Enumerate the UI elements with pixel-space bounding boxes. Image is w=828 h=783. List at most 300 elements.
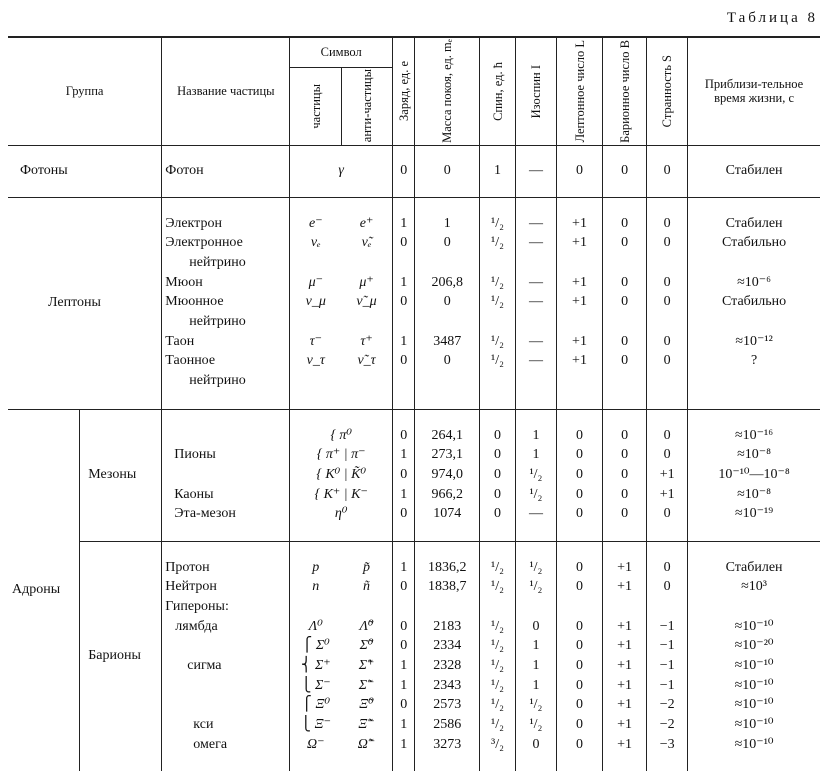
baryon-charge: 0 xyxy=(400,618,408,634)
lepton-strangeness-value: 0 xyxy=(663,215,671,231)
lepton-particle: e⁻ xyxy=(308,215,323,231)
baryon-strangeness-value: −1 xyxy=(659,677,675,693)
baryon-name: лямбда xyxy=(175,618,218,634)
baryon-isospin: ¹/₂ xyxy=(529,579,543,595)
lepton-name: Электрон xyxy=(165,215,222,231)
baryon-lifetime: ≈10⁻²⁰ xyxy=(734,638,774,654)
meson-lepton-number: 0 xyxy=(576,486,583,502)
meson-spin: 0 xyxy=(494,447,501,463)
meson-spin: 0 xyxy=(494,506,501,522)
lepton-isospin: — xyxy=(528,294,543,310)
meson-mass: 273,1 xyxy=(431,447,464,463)
meson-mass: 974,0 xyxy=(431,466,464,482)
baryon-charge xyxy=(396,597,412,617)
baryon-antiparticle: Ξ̃⁻ xyxy=(358,717,375,732)
meson-strangeness-value: +1 xyxy=(659,466,675,482)
lepton-mass xyxy=(418,312,476,332)
lepton-spin: ¹/₂ xyxy=(491,294,504,310)
baryon-strangeness-value: −3 xyxy=(659,736,675,752)
meson-isospin: — xyxy=(528,506,543,522)
baryon-name: сигма xyxy=(187,657,222,673)
baryon-charge: 1 xyxy=(400,677,408,693)
meson-lifetime: ≈10⁻¹⁹ xyxy=(734,506,774,522)
meson-symbols xyxy=(290,409,393,541)
header-lepton: Лептонное число L xyxy=(572,40,587,143)
baryon-isospin: 1 xyxy=(532,657,540,673)
meson-lifetimes xyxy=(688,409,820,541)
group-leptons: Лептоны xyxy=(8,197,162,409)
baryon-baryon-number: +1 xyxy=(617,559,633,575)
meson-lifetime: ≈10⁻⁸ xyxy=(737,447,772,463)
meson-isospin: 1 xyxy=(532,447,540,463)
baryon-charge: 0 xyxy=(400,638,408,654)
lepton-lifetime: ≈10⁻⁶ xyxy=(737,274,772,290)
baryon-lifetime: ≈10⁻¹⁰ xyxy=(734,697,774,713)
lepton-spin xyxy=(483,312,512,332)
group-photons: Фотоны xyxy=(8,145,162,197)
baryon-lepton-numbers xyxy=(556,541,602,771)
lepton-name: Таон xyxy=(165,333,195,349)
meson-name: Эта-мезон xyxy=(174,506,236,522)
lepton-lifetimes xyxy=(688,197,820,409)
meson-charges xyxy=(392,409,415,541)
meson-symbol: { π⁺ | π⁻ xyxy=(316,447,366,463)
lepton-strangeness-value: 0 xyxy=(663,294,671,310)
meson-spin: 0 xyxy=(494,466,501,482)
baryon-strangeness-value: −1 xyxy=(659,657,675,673)
header-mass: Масса покоя, ед. mₑ xyxy=(440,39,455,144)
baryon-baryon-number: +1 xyxy=(617,618,633,634)
lepton-particle xyxy=(293,312,338,332)
lepton-charge xyxy=(396,312,412,332)
group-hadrons: Адроны xyxy=(8,409,80,771)
lepton-baryon-number: 0 xyxy=(621,215,629,231)
baryon-isospins xyxy=(515,541,556,771)
baryon-baryon-number: +1 xyxy=(617,638,633,654)
lepton-spin: ¹/₂ xyxy=(491,333,504,349)
baryon-isospin: 1 xyxy=(532,638,540,654)
baryon-lifetime: ≈10⁻¹⁰ xyxy=(734,618,774,634)
meson-symbol: { K⁰ | K̃⁰ xyxy=(316,466,367,482)
baryon-isospin: 1 xyxy=(532,677,540,693)
baryon-strangeness-value xyxy=(650,597,684,617)
lepton-charge: 1 xyxy=(400,333,408,349)
lepton-lepton-number: +1 xyxy=(572,274,587,290)
meson-charge: 0 xyxy=(400,466,408,482)
header-antiparticles: анти-частицы xyxy=(359,69,374,143)
meson-strangeness-value: 0 xyxy=(663,427,671,443)
baryon-strangeness-value: −1 xyxy=(659,618,675,634)
meson-name xyxy=(174,426,286,446)
baryon-name: Нейтрон xyxy=(165,579,217,595)
baryon-name: кси xyxy=(193,717,214,732)
baryon-antiparticle: Λ̃⁰ xyxy=(359,618,374,634)
baryon-particle: n xyxy=(312,579,320,595)
lepton-lepton-number: +1 xyxy=(572,215,587,231)
lepton-isospin xyxy=(519,253,553,273)
baryon-name: Протон xyxy=(165,559,210,575)
lepton-isospin: — xyxy=(528,215,543,231)
lepton-baryon-number xyxy=(606,253,643,273)
lepton-lifetime: ? xyxy=(750,353,758,369)
lepton-antiparticle xyxy=(344,312,389,332)
lepton-spin: ¹/₂ xyxy=(491,215,504,231)
lepton-isospin: — xyxy=(528,333,543,349)
baryon-charge: 0 xyxy=(400,579,408,595)
baryon-spin: ¹/₂ xyxy=(491,657,504,673)
lepton-particle: μ⁻ xyxy=(308,274,323,290)
lepton-antiparticle: μ⁺ xyxy=(359,274,374,290)
baryon-lifetime: ≈10⁻¹⁰ xyxy=(734,657,774,673)
baryon-particle: ⎩ Ξ⁻ xyxy=(300,717,331,732)
lepton-lifetime: Стабилен xyxy=(725,215,783,231)
meson-symbol: { π⁰ xyxy=(330,427,353,443)
group-baryons: Барионы xyxy=(80,541,162,771)
lepton-isospin: — xyxy=(528,274,543,290)
lepton-name: Мюон xyxy=(165,274,203,290)
lepton-isospin: — xyxy=(528,353,543,369)
meson-strangeness xyxy=(647,409,688,541)
baryon-particle xyxy=(293,597,338,617)
baryon-lepton-number: 0 xyxy=(576,657,583,673)
header-charge: Заряд, ед. e xyxy=(396,61,411,122)
baryon-spins xyxy=(480,541,516,771)
meson-baryon-number: 0 xyxy=(621,447,629,463)
meson-charge: 1 xyxy=(400,447,408,463)
meson-name xyxy=(174,465,286,485)
meson-lepton-number: 0 xyxy=(576,466,583,482)
baryon-charge: 1 xyxy=(400,657,408,673)
baryon-strangeness-value: −2 xyxy=(659,717,675,732)
lepton-charge: 1 xyxy=(400,215,408,231)
baryon-charge: 1 xyxy=(400,717,408,732)
photon-name: Фотон xyxy=(162,145,290,197)
baryon-spin: ¹/₂ xyxy=(491,717,504,732)
lepton-particle: τ⁻ xyxy=(309,333,322,349)
baryon-mass: 2586 xyxy=(433,717,462,732)
lepton-mass xyxy=(418,253,476,273)
lepton-baryon-number xyxy=(606,371,643,391)
baryon-strangeness-value: 0 xyxy=(663,579,671,595)
baryon-lepton-number: 0 xyxy=(576,579,583,595)
baryon-charge: 1 xyxy=(400,559,408,575)
lepton-spin xyxy=(483,253,512,273)
lepton-antiparticle: ν̃_μ xyxy=(356,294,377,310)
meson-charge: 0 xyxy=(400,427,408,443)
lepton-mass: 206,8 xyxy=(431,274,464,290)
baryon-name: Гипероны: xyxy=(165,598,229,614)
meson-name: Пионы xyxy=(174,447,216,463)
lepton-baryon-number: 0 xyxy=(621,353,629,369)
photon-charge: 0 xyxy=(392,145,415,197)
header-symbol: Символ xyxy=(290,37,393,67)
lepton-charge xyxy=(396,253,412,273)
baryon-antiparticle xyxy=(344,597,389,617)
meson-symbol: η⁰ xyxy=(334,506,348,522)
photon-row xyxy=(8,145,820,197)
baryon-spin: ¹/₂ xyxy=(491,638,504,654)
lepton-antiparticle: ν̃_τ xyxy=(357,353,376,369)
group-mesons: Мезоны xyxy=(80,409,162,541)
meson-lepton-number: 0 xyxy=(576,427,583,443)
lepton-lepton-number: +1 xyxy=(572,235,587,251)
baryon-names xyxy=(162,541,290,771)
meson-mass: 1074 xyxy=(433,506,462,522)
header-name: Название частицы xyxy=(162,37,290,145)
baryon-particle: ⎧ Σ⁰ xyxy=(301,638,330,654)
lepton-particle xyxy=(293,371,338,391)
header-particles: частицы xyxy=(308,83,323,129)
meson-baryon-number: 0 xyxy=(621,506,629,522)
lepton-spin: ¹/₂ xyxy=(491,353,504,369)
lepton-charge: 0 xyxy=(400,353,408,369)
baryon-mass: 2328 xyxy=(433,657,462,673)
lepton-strangeness-value: 0 xyxy=(663,274,671,290)
baryon-antiparticles xyxy=(341,541,392,771)
baryon-baryon-number: +1 xyxy=(617,657,633,673)
baryon-isospin: 0 xyxy=(532,618,540,634)
baryon-mass: 2334 xyxy=(433,638,462,654)
lepton-lifetime xyxy=(691,253,817,273)
meson-strangeness-value: 0 xyxy=(663,506,671,522)
baryon-spin: ¹/₂ xyxy=(491,579,504,595)
baryon-spin: ¹/₂ xyxy=(491,677,504,693)
lepton-mass xyxy=(418,371,476,391)
lepton-name: нейтрино xyxy=(189,373,246,388)
baryon-baryon-number: +1 xyxy=(617,717,633,732)
baryons-block xyxy=(8,541,820,771)
meson-names xyxy=(162,409,290,541)
baryon-baryon-number: +1 xyxy=(617,697,633,713)
baryon-name xyxy=(165,636,286,656)
lepton-masses xyxy=(415,197,480,409)
header-spin: Спин, ед. ħ xyxy=(490,61,505,121)
lepton-particle: ν_τ xyxy=(306,353,325,369)
baryon-charges xyxy=(392,541,415,771)
photon-symbol: γ xyxy=(290,145,393,197)
baryon-mass xyxy=(418,597,476,617)
meson-baryon-number: 0 xyxy=(621,466,629,482)
baryon-isospin xyxy=(519,597,553,617)
lepton-baryon-number xyxy=(606,312,643,332)
lepton-strangeness-value: 0 xyxy=(663,333,671,349)
mesons-block xyxy=(8,409,820,541)
baryon-spin: ¹/₂ xyxy=(491,559,504,575)
baryon-mass: 2343 xyxy=(433,677,462,693)
lepton-spins xyxy=(480,197,516,409)
meson-baryon-number: 0 xyxy=(621,427,629,443)
header-lifetime: Приблизи-тельное время жизни, с xyxy=(688,37,820,145)
baryon-strangeness xyxy=(647,541,688,771)
photon-baryon: 0 xyxy=(603,145,647,197)
baryon-spin: ³/₂ xyxy=(491,736,504,752)
lepton-isospin xyxy=(519,371,553,391)
lepton-isospin xyxy=(519,312,553,332)
baryon-lepton-number: 0 xyxy=(576,559,583,575)
baryon-isospin: ¹/₂ xyxy=(529,697,543,713)
baryon-antiparticle: Σ̃⁺ xyxy=(358,657,375,673)
lepton-spin xyxy=(483,371,512,391)
lepton-strangeness-value xyxy=(650,312,684,332)
baryon-isospin: ¹/₂ xyxy=(529,559,543,575)
baryon-charge: 0 xyxy=(400,697,408,713)
meson-spin: 0 xyxy=(494,427,501,443)
lepton-mass: 1 xyxy=(443,215,451,231)
lepton-name: Мюонное xyxy=(165,294,224,310)
photon-mass: 0 xyxy=(415,145,480,197)
photon-isospin: — xyxy=(515,145,556,197)
baryon-antiparticle: Σ̃⁰ xyxy=(359,638,374,654)
baryon-lifetime: Стабилен xyxy=(725,559,783,575)
lepton-strangeness-value xyxy=(650,371,684,391)
baryon-particle: ⎧ Ξ⁰ xyxy=(301,697,331,713)
baryon-strangeness-value: −1 xyxy=(659,638,675,654)
lepton-antiparticles xyxy=(341,197,392,409)
baryon-particle: Ω⁻ xyxy=(307,736,325,752)
leptons-block xyxy=(8,197,820,409)
lepton-lifetime: Стабильно xyxy=(722,235,787,251)
baryon-lifetime: ≈10⁻¹⁰ xyxy=(734,717,774,732)
lepton-lepton-number: +1 xyxy=(572,333,587,349)
baryon-lifetime: ≈10³ xyxy=(741,579,768,595)
lepton-particle: νₑ xyxy=(310,235,321,251)
baryon-lepton-number: 0 xyxy=(576,736,583,752)
baryon-isospin: 0 xyxy=(532,736,540,752)
baryon-spin: ¹/₂ xyxy=(491,618,504,634)
lepton-baryon-number: 0 xyxy=(621,333,629,349)
lepton-antiparticle: e⁺ xyxy=(359,215,374,231)
lepton-name: Электронное xyxy=(165,235,243,251)
lepton-spin: ¹/₂ xyxy=(491,274,504,290)
lepton-lepton-numbers xyxy=(556,197,602,409)
lepton-mass: 3487 xyxy=(433,333,462,349)
meson-lepton-number: 0 xyxy=(576,447,583,463)
baryon-mass: 1838,7 xyxy=(428,579,467,595)
baryon-particle: Λ⁰ xyxy=(308,618,323,634)
baryon-particle: p xyxy=(312,559,320,575)
lepton-lepton-number: +1 xyxy=(572,294,587,310)
baryon-lepton-number: 0 xyxy=(576,638,583,654)
lepton-baryon-numbers xyxy=(603,197,647,409)
baryon-lepton-number: 0 xyxy=(576,618,583,634)
baryon-antiparticle: Ω̃⁻ xyxy=(357,736,376,752)
baryon-lepton-number: 0 xyxy=(576,697,583,713)
lepton-name: нейтрино xyxy=(189,313,246,329)
lepton-charges xyxy=(392,197,415,409)
baryon-lifetime xyxy=(691,597,817,617)
baryon-name xyxy=(165,676,286,696)
lepton-lepton-number xyxy=(560,253,599,273)
baryon-lifetimes xyxy=(688,541,820,771)
meson-name: Каоны xyxy=(174,486,214,502)
baryon-mass: 3273 xyxy=(433,736,462,752)
header-group: Группа xyxy=(8,37,162,145)
meson-spins xyxy=(480,409,516,541)
baryon-name: омега xyxy=(193,736,228,752)
meson-isospin: ¹/₂ xyxy=(529,466,543,482)
baryon-spin xyxy=(483,597,512,617)
baryon-lifetime: ≈10⁻¹⁰ xyxy=(734,736,774,752)
lepton-antiparticle xyxy=(344,253,389,273)
baryon-antiparticle: Ξ̃⁰ xyxy=(359,697,374,713)
meson-charge: 0 xyxy=(400,506,408,522)
lepton-name: Таонное xyxy=(165,353,216,369)
meson-spin: 0 xyxy=(494,486,501,502)
meson-masses xyxy=(415,409,480,541)
baryon-mass: 2573 xyxy=(433,697,462,713)
baryon-baryon-number: +1 xyxy=(617,736,633,752)
baryon-antiparticle: ñ xyxy=(363,579,371,595)
meson-lifetime: ≈10⁻¹⁶ xyxy=(734,427,774,443)
table-caption: Таблица 8 xyxy=(726,10,818,26)
lepton-mass: 0 xyxy=(443,294,451,310)
lepton-name: нейтрино xyxy=(189,254,246,270)
baryon-particles xyxy=(290,541,341,771)
meson-isospins xyxy=(515,409,556,541)
header-isospin: Изоспин I xyxy=(528,64,543,118)
lepton-lepton-number: +1 xyxy=(572,353,587,369)
meson-strangeness-value: 0 xyxy=(663,447,671,463)
lepton-spin: ¹/₂ xyxy=(491,235,504,251)
baryon-mass: 2183 xyxy=(433,618,462,634)
meson-isospin: 1 xyxy=(532,427,540,443)
lepton-particle xyxy=(293,253,338,273)
baryon-name xyxy=(165,695,286,715)
baryon-baryon-number: +1 xyxy=(617,579,633,595)
meson-lifetime: 10⁻¹⁰—10⁻⁸ xyxy=(718,466,790,482)
baryon-isospin: ¹/₂ xyxy=(529,717,543,732)
baryon-baryon-number: +1 xyxy=(617,677,633,693)
photon-lepton: 0 xyxy=(556,145,602,197)
baryon-particle: ⎨ Σ⁺ xyxy=(300,657,331,673)
particles-table xyxy=(8,36,820,771)
baryon-lepton-number: 0 xyxy=(576,677,583,693)
baryon-lepton-number xyxy=(560,597,599,617)
photon-strangeness: 0 xyxy=(647,145,688,197)
baryon-strangeness-value: −2 xyxy=(659,697,675,713)
baryon-spin: ¹/₂ xyxy=(491,697,504,713)
header-baryon: Барионное число B xyxy=(617,39,632,143)
lepton-lifetime xyxy=(691,371,817,391)
header-strangeness: Странность S xyxy=(660,55,675,128)
photon-spin: 1 xyxy=(480,145,516,197)
lepton-particle: ν_μ xyxy=(305,294,326,310)
lepton-lifetime: ≈10⁻¹² xyxy=(735,333,773,349)
lepton-mass: 0 xyxy=(443,235,451,251)
meson-baryon-numbers xyxy=(603,409,647,541)
lepton-isospins xyxy=(515,197,556,409)
baryon-antiparticle: Σ̃⁻ xyxy=(358,677,375,693)
meson-baryon-number: 0 xyxy=(621,486,629,502)
meson-lifetime: ≈10⁻⁸ xyxy=(737,486,772,502)
lepton-charge: 0 xyxy=(400,294,408,310)
lepton-mass: 0 xyxy=(443,353,451,369)
lepton-lifetime xyxy=(691,312,817,332)
lepton-charge: 0 xyxy=(400,235,408,251)
baryon-mass: 1836,2 xyxy=(428,559,467,575)
lepton-lepton-number xyxy=(560,312,599,332)
baryon-baryon-numbers xyxy=(603,541,647,771)
meson-lepton-numbers xyxy=(556,409,602,541)
lepton-antiparticle: τ⁺ xyxy=(360,333,373,349)
baryon-lifetime: ≈10⁻¹⁰ xyxy=(734,677,774,693)
baryon-masses xyxy=(415,541,480,771)
lepton-strangeness xyxy=(647,197,688,409)
baryon-antiparticle: p̃ xyxy=(363,559,371,575)
meson-lepton-number: 0 xyxy=(576,506,583,522)
meson-charge: 1 xyxy=(400,486,408,502)
baryon-lepton-number: 0 xyxy=(576,717,583,732)
